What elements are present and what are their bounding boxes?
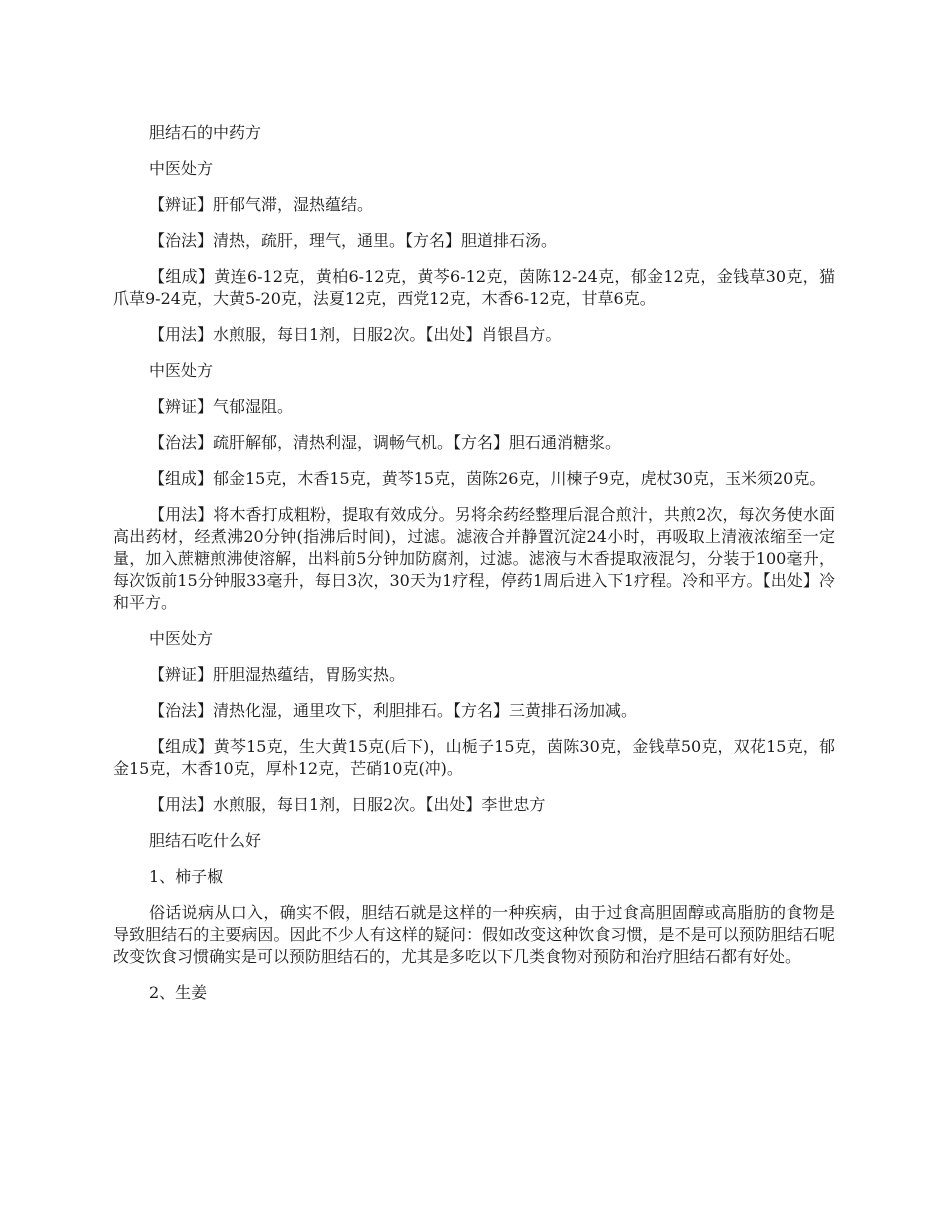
treatment-paragraph: 【治法】清热化湿，通里攻下，利胆排石。【方名】三黄排石汤加减。 [149,701,638,720]
food-item-heading: 1、柿子椒 [149,867,224,886]
document-page [113,122,835,1018]
body-paragraph: 俗话说病从口入，确实不假，胆结石就是这样的一种疾病，由于过食高胆固醇或高脂肪的食物是导致胆结石的主要病因。因此不少人有这样的疑问：假如改变这种饮食习惯，是不是可以预防胆结石呢改变饮食习惯确实是可以预防胆结石的，尤其是多吃以下几类食物对预防和治疗胆结石都有好处。 [113,903,835,966]
prescription-heading: 中医处方 [149,159,214,178]
treatment-paragraph: 【治法】清热，疏肝，理气，通里。【方名】胆道排石汤。 [149,231,558,250]
food-item-heading: 2、生姜 [149,983,208,1002]
prescription-heading: 中医处方 [149,629,214,648]
section-title: 胆结石的中药方 [149,123,262,142]
syndrome-paragraph: 【辨证】气郁湿阻。 [149,397,294,416]
section-title: 胆结石吃什么好 [149,831,262,850]
usage-paragraph: 【用法】水煎服，每日1剂，日服2次。【出处】肖银昌方。 [149,325,562,344]
syndrome-paragraph: 【辨证】肝胆湿热蕴结，胃肠实热。 [149,665,406,684]
usage-paragraph: 【用法】水煎服，每日1剂，日服2次。【出处】李世忠方 [149,795,546,814]
treatment-paragraph: 【治法】疏肝解郁，清热利湿，调畅气机。【方名】胆石通消糖浆。 [149,433,622,452]
composition-paragraph: 【组成】黄连6-12克，黄柏6-12克，黄芩6-12克，茵陈12-24克，郁金12克，金钱草30克，猫爪草9-24克，大黄5-20克，法夏12克，西党12克，木香6-12克，甘草6克。 [113,267,835,308]
usage-paragraph: 【用法】将木香打成粗粉，提取有效成分。另将余药经整理后混合煎汁，共煎2次，每次务使水面高出药材，经煮沸20分钟(指沸后时间)，过滤。滤液合并静置沉淀24小时，再吸取上清液浓缩至一定量，加入蔗糖煎沸使溶解，出料前5分钟加防腐剂，过滤。滤液与木香提取液混匀，分装于100毫升，每次饭前15分钟服33毫升，每日3次，30天为1疗程，停药1周后进入下1疗程。冷和平方。【出处】冷和平方。 [113,505,835,612]
syndrome-paragraph: 【辨证】肝郁气滞，湿热蕴结。 [149,195,374,214]
composition-paragraph: 【组成】郁金15克，木香15克，黄芩15克，茵陈26克，川楝子9克，虎杖30克，玉米须20克。 [149,469,826,488]
composition-paragraph: 【组成】黄芩15克，生大黄15克(后下)，山栀子15克，茵陈30克，金钱草50克，双花15克，郁金15克，木香10克，厚朴12克，芒硝10克(冲)。 [113,737,835,778]
prescription-heading: 中医处方 [149,361,214,380]
